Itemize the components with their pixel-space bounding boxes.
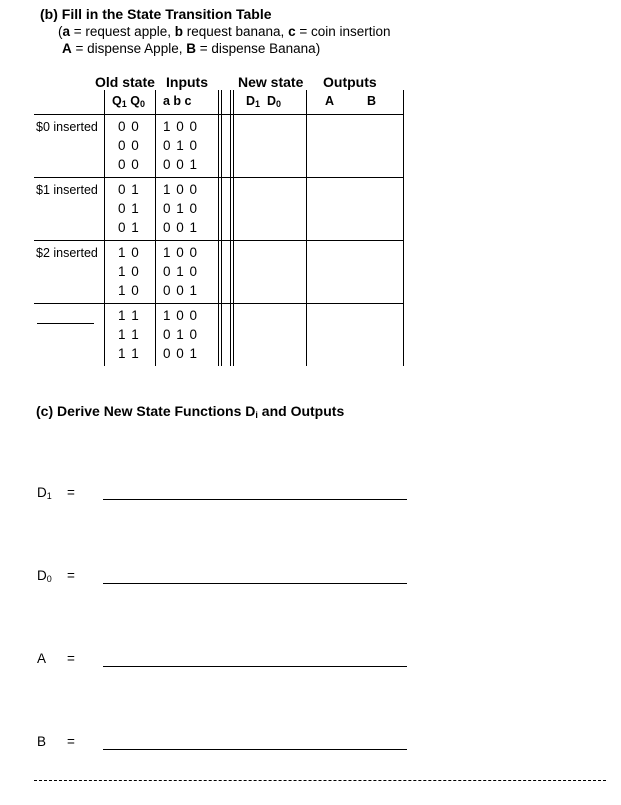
state-cell: 0 1 bbox=[118, 182, 140, 197]
input-cell: 1 0 0 bbox=[163, 182, 199, 197]
state-cell: 1 1 bbox=[118, 327, 140, 342]
header-inputs: Inputs bbox=[166, 74, 208, 90]
table-line-input-right-2 bbox=[221, 90, 222, 366]
equation-label-d0: $D_0$ bbox=[37, 568, 52, 584]
answer-line-b[interactable] bbox=[103, 749, 407, 750]
equation-label-a: A bbox=[37, 651, 47, 666]
answer-line-a[interactable] bbox=[103, 666, 407, 667]
state-cell: 0 0 bbox=[118, 119, 140, 134]
subheader-d1d0: $D_1$ $D_0$ bbox=[246, 94, 282, 109]
part-c-title: (c) Derive New State Functions $D_i$ and Outputs bbox=[36, 403, 345, 420]
input-cell: 0 1 0 bbox=[163, 327, 199, 342]
state-cell: 0 1 bbox=[118, 220, 140, 235]
subheader-output-b: B bbox=[367, 94, 377, 108]
input-cell: 1 0 0 bbox=[163, 119, 199, 134]
input-cell: 0 0 1 bbox=[163, 283, 199, 298]
answer-line-d1[interactable] bbox=[103, 499, 407, 500]
equation-label-d1: $D_1$ bbox=[37, 485, 52, 501]
equation-label-b: B bbox=[37, 734, 47, 749]
equation-sign-a: = bbox=[67, 651, 75, 666]
group-label-2: $2 inserted bbox=[36, 246, 98, 260]
input-cell: 1 0 0 bbox=[163, 245, 199, 260]
state-cell: 0 0 bbox=[118, 157, 140, 172]
input-cell: 0 1 0 bbox=[163, 201, 199, 216]
table-group-rule-2 bbox=[34, 240, 404, 241]
state-cell: 1 0 bbox=[118, 264, 140, 279]
state-cell: 1 1 bbox=[118, 308, 140, 323]
subheader-abc: a b c bbox=[163, 94, 192, 108]
legend-line-2: A = dispense Apple, B = dispense Banana) bbox=[62, 41, 321, 56]
input-cell: 0 0 1 bbox=[163, 220, 199, 235]
table-line-new-state-1 bbox=[230, 90, 231, 366]
header-outputs: Outputs bbox=[323, 74, 377, 90]
state-cell: 1 0 bbox=[118, 283, 140, 298]
input-cell: 0 0 1 bbox=[163, 346, 199, 361]
table-line-input-right-1 bbox=[218, 90, 219, 366]
table-line-state-input bbox=[155, 90, 156, 366]
table-header-rule bbox=[34, 114, 404, 115]
table-line-new-state-2 bbox=[233, 90, 234, 366]
input-cell: 0 1 0 bbox=[163, 264, 199, 279]
table-group-rule-1 bbox=[34, 177, 404, 178]
state-cell: 1 0 bbox=[118, 245, 140, 260]
part-b-title: (b) Fill in the State Transition Table bbox=[40, 6, 272, 22]
input-cell: 0 1 0 bbox=[163, 138, 199, 153]
input-cell: 0 0 1 bbox=[163, 157, 199, 172]
group-label-0: $0 inserted bbox=[36, 120, 98, 134]
answer-line-d0[interactable] bbox=[103, 583, 407, 584]
subheader-output-a: A bbox=[325, 94, 335, 108]
table-line-left bbox=[104, 90, 105, 366]
equation-sign-b: = bbox=[67, 734, 75, 749]
state-cell: 1 1 bbox=[118, 346, 140, 361]
equation-sign-d1: = bbox=[67, 485, 75, 500]
legend-line-1: (a = request apple, b request banana, c = coin insertion bbox=[58, 24, 391, 39]
state-cell: 0 1 bbox=[118, 201, 140, 216]
table-line-right bbox=[403, 90, 404, 366]
group-label-1: $1 inserted bbox=[36, 183, 98, 197]
page-bottom-dashed-rule bbox=[34, 780, 606, 781]
header-new-state: New state bbox=[238, 74, 304, 90]
group-label-blank-line bbox=[37, 323, 94, 324]
table-line-outputs bbox=[306, 90, 307, 366]
table-group-rule-3 bbox=[34, 303, 404, 304]
header-old-state: Old state bbox=[95, 74, 155, 90]
input-cell: 1 0 0 bbox=[163, 308, 199, 323]
equation-sign-d0: = bbox=[67, 568, 75, 583]
state-cell: 0 0 bbox=[118, 138, 140, 153]
subheader-q1q0: $Q_1$ $Q_0$ bbox=[112, 94, 145, 109]
